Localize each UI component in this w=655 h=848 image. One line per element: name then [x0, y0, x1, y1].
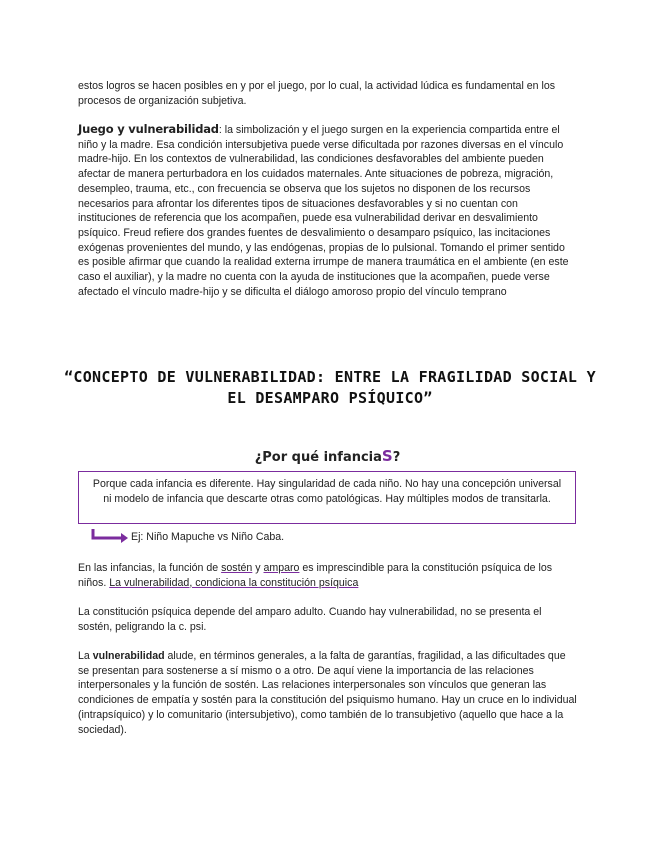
- definition-box: [78, 471, 576, 524]
- vulnerabilidad-text-a: La: [78, 650, 93, 662]
- subtitle: [0, 447, 655, 465]
- juego-text: : la simbolización y el juego surgen en la experiencia compartida entre el niño y la madre. Esa condición intersubjetiva puede verse dificultada por razones diversas en el vínculo madre-hijo. En los contextos de vulnerabilidad, las condiciones desfavorables del ambiente pueden afectar de manera perturbadora en los cuidados maternales. Ante situaciones de pobreza, migración, desempleo, trauma, etc., con frecuencia se observa que los sujetos no disponen de los recursos necesarios para afrontar los diferentes tipos de situaciones desfavorables y si no cuentan con instituciones de referencia que los acompañen, puede esa vulnerabilidad derivar en desvalimiento psíquico. Freud refiere dos grandes fuentes de desvalimiento o desamparo psíquico, las incitaciones exógenas provenientes del mundo, y las endógenas, propias de lo pulsional. Tomando el primer sentido es posible afirmar que cuando la realidad externa irrumpe de manera traumática en el ambiente (en este caso el auxiliar), y la madre no cuenta con la ayuda de instituciones que la acompañen, puede verse afectado el vínculo madre-hijo y se dificulta el diálogo amoroso propio del vínculo temprano: [78, 124, 569, 298]
- corner-arrow-icon: [90, 528, 130, 544]
- infancias-text-b: y: [252, 562, 264, 574]
- infancias-text-c: es imprescindible para la constitución psíquica de los niños.: [78, 562, 553, 589]
- section-title: “CONCEPTO DE VULNERABILIDAD: ENTRE LA FRAGILIDAD SOCIAL Y EL DESAMPARO PSÍQUICO”: [64, 368, 596, 407]
- subtitle-accent: S: [381, 447, 393, 465]
- juego-heading: Juego y vulnerabilidad: [78, 122, 219, 136]
- example-text: Ej: Niño Mapuche vs Niño Caba.: [131, 531, 285, 543]
- subtitle-end: ?: [392, 450, 401, 465]
- juego-paragraph: [78, 122, 578, 299]
- vulnerabilidad-paragraph: [78, 649, 578, 737]
- underlined-statement: La vulnerabilidad, condiciona la constitución psíquica: [109, 576, 359, 589]
- constitucion-paragraph: La constitución psíquica depende del amparo adulto. Cuando hay vulnerabilidad, no se presenta el sostén, peligrando la c. psi.: [78, 606, 542, 633]
- vulnerabilidad-text-b: alude, en términos generales, a la falta de garantías, fragilidad, a las dificultades que se presentan para sostenerse a sí mismo o a otro. De aquí viene la importancia de las relaciones interpersonales y la función de sostén. Las relaciones interpersonales son vínculos que generan las condiciones de empatía y sostén para la constitución del psiquismo humano. Hay un cruce en lo individual (intrapsíquico) y lo comunitario (intersubjetivo), como también de lo transubjetivo (aquello que hace a la sociedad).: [78, 650, 577, 736]
- amparo-word: amparo: [263, 562, 300, 574]
- vulnerabilidad-bold: vulnerabilidad: [92, 650, 165, 662]
- box-text: Porque cada infancia es diferente. Hay singularidad de cada niño. No hay una concepción universal ni modelo de infancia que descarte otras como patológicas. Hay múltiples modos de transitarla.: [92, 478, 562, 505]
- infancias-paragraph: [78, 561, 578, 590]
- intro-paragraph: estos logros se hacen posibles en y por el juego, por lo cual, la actividad lúdica es fundamental en los procesos de organización subjetiva.: [78, 80, 556, 107]
- infancias-text-a: En las infancias, la función de: [78, 562, 222, 574]
- sosten-word: sostén: [221, 562, 253, 574]
- subtitle-main: ¿Por qué infancia: [254, 450, 382, 465]
